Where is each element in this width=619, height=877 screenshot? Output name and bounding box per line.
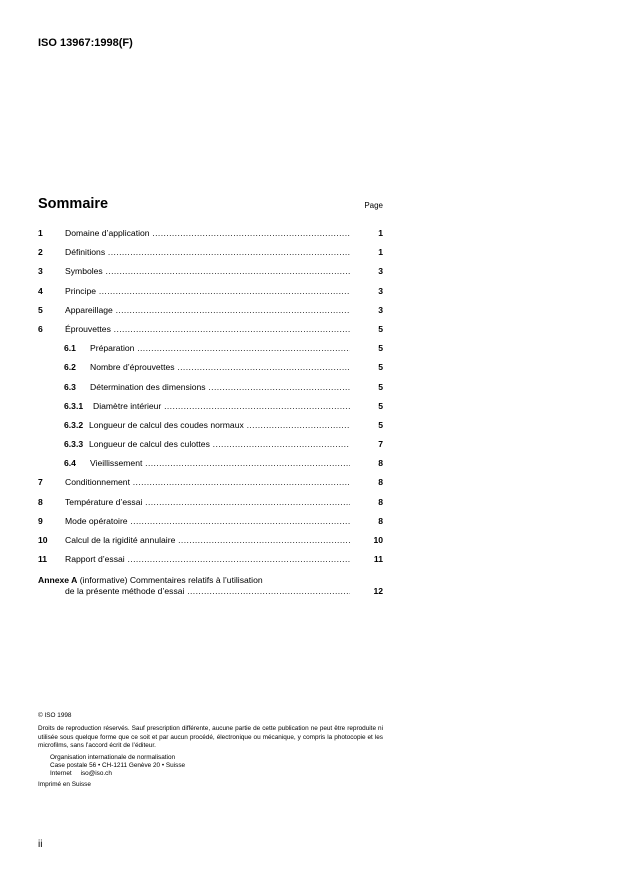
- toc-entry-page: 5: [378, 381, 383, 392]
- annex-title-line: [38, 575, 383, 586]
- toc-entry-number: 6.1: [64, 343, 76, 354]
- toc-entry-number: 1: [38, 228, 43, 238]
- organization-address: Case postale 56 • CH-1211 Genève 20 • Suisse: [50, 762, 186, 770]
- toc-entry[interactable]: [38, 301, 383, 320]
- internet-email-link[interactable]: iso@iso.ch: [80, 770, 112, 778]
- toc-entry[interactable]: [38, 435, 383, 454]
- toc-entry-page: 5: [378, 400, 383, 411]
- toc-annex-entry[interactable]: [38, 575, 383, 597]
- toc-entry-text: Vieillissement .....: [90, 454, 350, 473]
- toc-entry-page: 8: [378, 515, 383, 526]
- toc-entry-number: 6.3.2: [64, 419, 84, 430]
- toc-entry-number: 4: [38, 285, 43, 296]
- toc-entry-page: 10: [373, 535, 383, 545]
- toc-title: Sommaire: [38, 196, 109, 212]
- toc-entry[interactable]: [38, 512, 383, 531]
- toc-entry-number: 3: [38, 266, 43, 277]
- toc-entry[interactable]: [38, 473, 383, 492]
- toc-entry-number: 2: [38, 247, 43, 258]
- document-id: ISO 13967:1998(F): [38, 37, 133, 49]
- table-of-contents: [38, 224, 383, 569]
- toc-entry[interactable]: [38, 378, 383, 397]
- toc-entry-number: 6: [38, 323, 43, 334]
- toc-entry[interactable]: [38, 397, 383, 416]
- page-number: ii: [38, 839, 43, 850]
- toc-entry-text: Température d’essai .....: [65, 493, 350, 512]
- internet-label: Internet: [50, 770, 72, 778]
- toc-entry-number: 6.3: [64, 381, 76, 392]
- toc-entry-number: 6.3.3: [64, 439, 84, 450]
- toc-entry[interactable]: [38, 339, 383, 358]
- toc-page-column-label: Page: [364, 201, 383, 210]
- toc-entry-text: Mode opératoire .....: [65, 512, 350, 531]
- toc-entry-number: 10: [38, 535, 48, 545]
- toc-entry-text: Rapport d’essai .....: [65, 550, 350, 569]
- toc-entry[interactable]: [38, 358, 383, 377]
- toc-entry[interactable]: [38, 243, 383, 262]
- annex-page: 12: [373, 585, 383, 596]
- copyright-footer: [38, 712, 383, 789]
- toc-entry-page: 3: [378, 266, 383, 277]
- toc-entry-number: 6.2: [64, 362, 76, 373]
- toc-entry-page: 11: [373, 554, 383, 565]
- toc-entry-text: Longueur de calcul des culottes .....: [89, 435, 350, 454]
- toc-entry-page: 1: [378, 228, 383, 238]
- toc-entry-text: Symboles .....: [65, 262, 350, 281]
- toc-entry[interactable]: [38, 224, 383, 243]
- toc-entry[interactable]: [38, 320, 383, 339]
- toc-entry-number: 8: [38, 496, 43, 507]
- toc-entry-page: 5: [378, 323, 383, 334]
- annex-label: Annexe A: [38, 575, 78, 585]
- toc-entry[interactable]: [38, 262, 383, 281]
- toc-entry-page: 7: [378, 439, 383, 450]
- toc-entry-page: 8: [378, 496, 383, 507]
- toc-entry-text: Longueur de calcul des coudes normaux .....: [89, 416, 350, 435]
- toc-entry-text: Appareillage .....: [65, 301, 350, 320]
- toc-entry-number: 7: [38, 477, 43, 488]
- toc-entry-text: Calcul de la rigidité annulaire .....: [65, 531, 350, 550]
- annex-title-part1: (informative) Commentaires relatifs à l’utilisation: [77, 575, 263, 585]
- toc-entry[interactable]: [38, 531, 383, 550]
- rights-statement: Droits de reproduction réservés. Sauf prescription différente, aucune partie de cette publication ne peut être reproduite ni utilisée sous quelque forme que ce soit et par aucun procédé, électronique ou mécanique, y compris la photocopie et les microfilms, sans l’accord écrit de l’éditeur.: [38, 725, 383, 750]
- copyright-notice: © ISO 1998: [38, 712, 72, 719]
- toc-entry-page: 5: [378, 419, 383, 430]
- toc-entry[interactable]: [38, 416, 383, 435]
- toc-entry-number: 6.4: [64, 458, 76, 469]
- toc-entry-page: 3: [378, 285, 383, 296]
- organization-internet: [38, 770, 383, 778]
- toc-entry-number: 5: [38, 304, 43, 315]
- toc-entry-page: 1: [378, 247, 383, 258]
- toc-entry-number: 6.3.1: [64, 400, 84, 411]
- toc-entry-page: 8: [378, 477, 383, 488]
- toc-entry-text: Préparation .....: [90, 339, 350, 358]
- toc-entry[interactable]: [38, 493, 383, 512]
- toc-entry-text: Domaine d’application .....: [65, 224, 350, 243]
- toc-entry[interactable]: [38, 282, 383, 301]
- toc-entry[interactable]: [38, 454, 383, 473]
- toc-entry-number: 9: [38, 515, 43, 526]
- annex-title-part2: de la présente méthode d’essai .....: [65, 586, 350, 597]
- annex-title-line2: [38, 586, 383, 597]
- printed-in: Imprimé en Suisse: [38, 780, 91, 788]
- toc-entry-text: Éprouvettes .....: [65, 320, 350, 339]
- toc-entry-number: 11: [38, 554, 48, 565]
- toc-entry-text: Diamètre intérieur .....: [93, 397, 350, 416]
- toc-entry-text: Définitions .....: [65, 243, 350, 262]
- toc-entry-text: Détermination des dimensions .....: [90, 378, 350, 397]
- toc-entry-page: 8: [378, 458, 383, 469]
- toc-entry-text: Principe .....: [65, 282, 350, 301]
- toc-entry-page: 3: [378, 304, 383, 315]
- toc-entry-text: Nombre d’éprouvettes .....: [90, 358, 350, 377]
- toc-entry-page: 5: [378, 343, 383, 354]
- toc-entry-page: 5: [378, 362, 383, 373]
- organization-name: Organisation internationale de normalisation: [50, 753, 176, 761]
- toc-entry[interactable]: [38, 550, 383, 569]
- toc-entry-text: Conditionnement .....: [65, 473, 350, 492]
